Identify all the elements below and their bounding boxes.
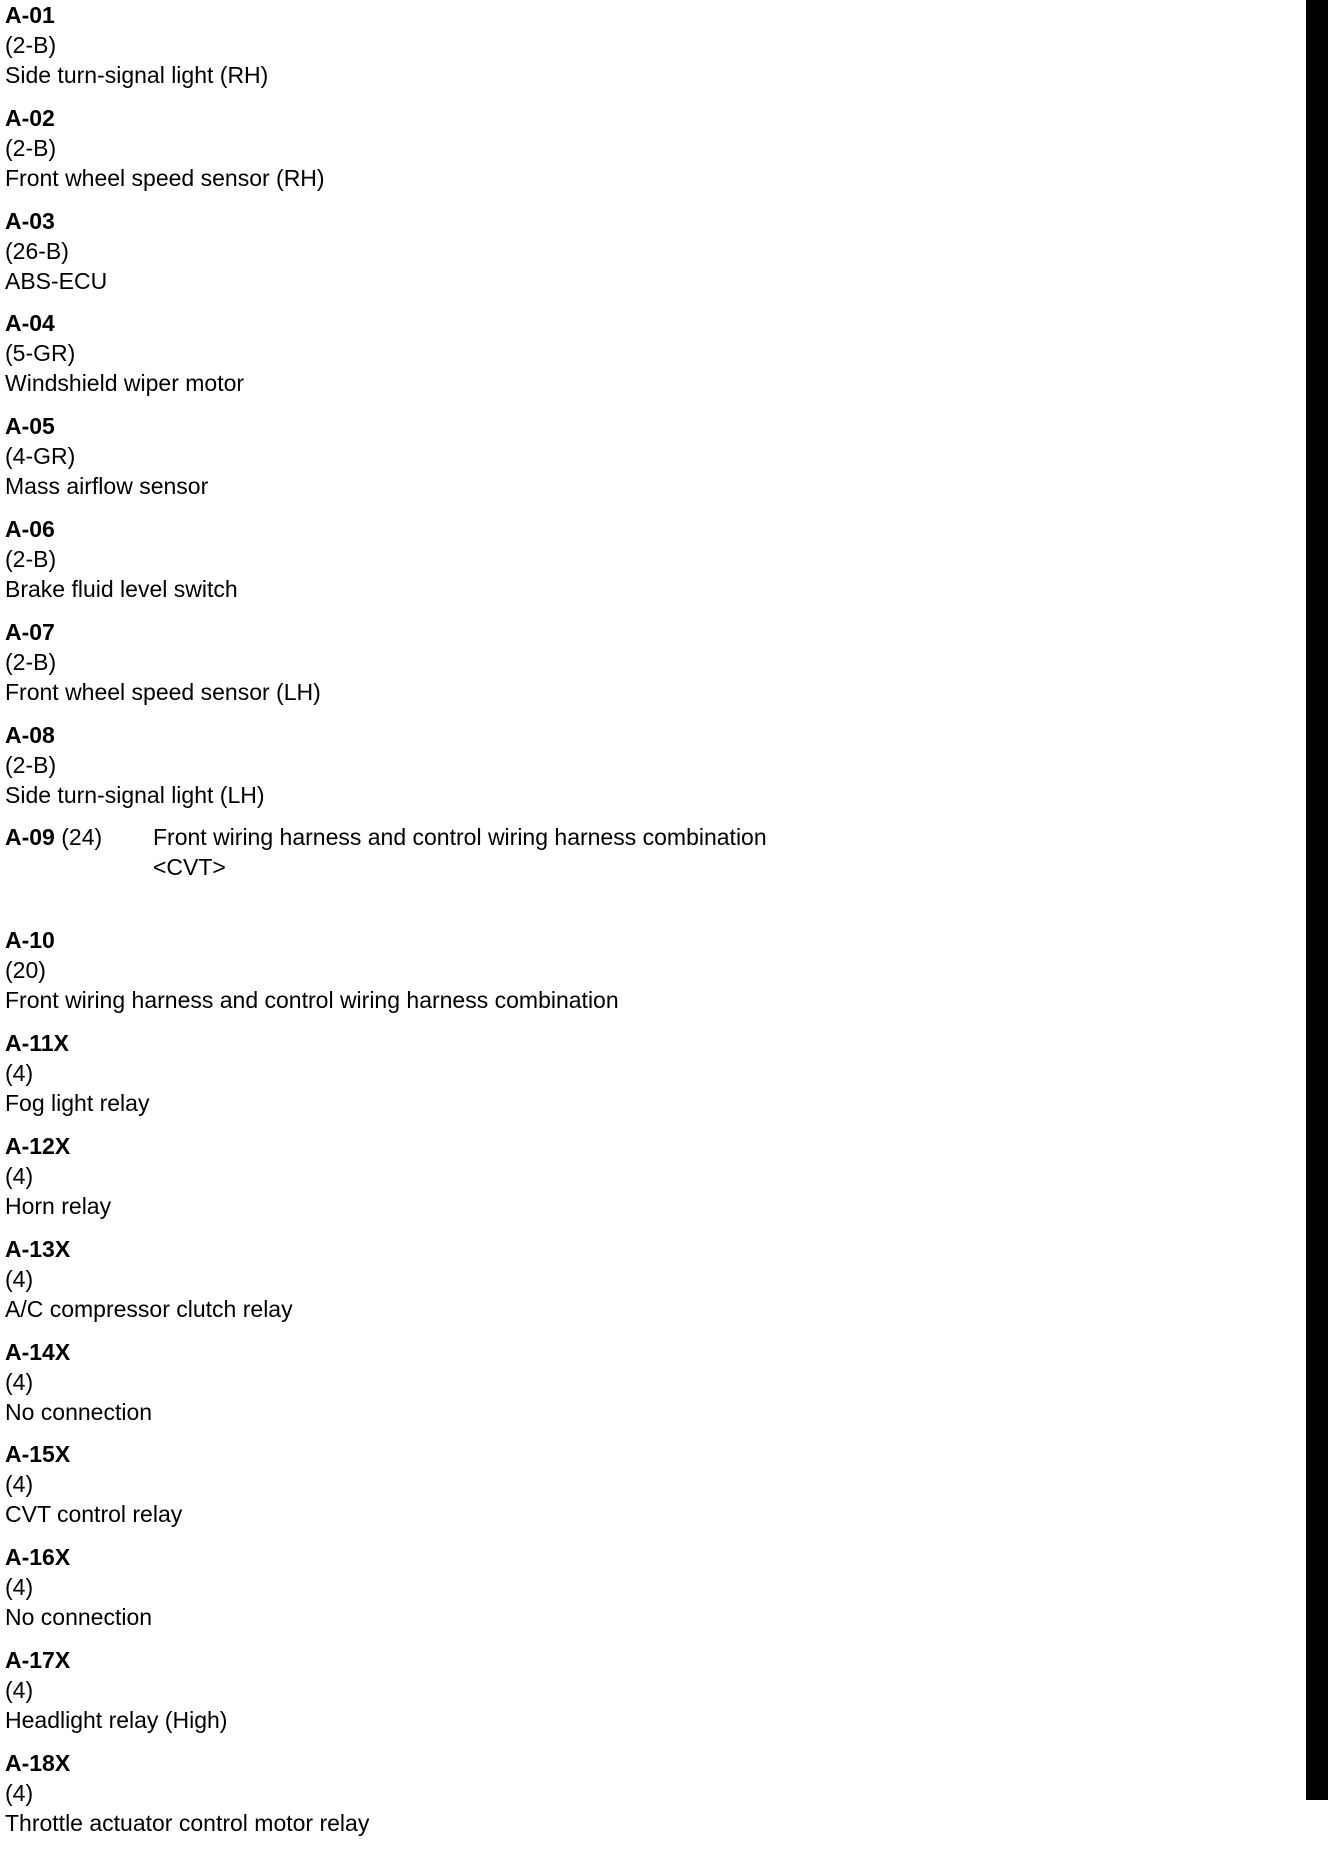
connector-code: A-12X	[5, 1132, 71, 1159]
connector-entry	[5, 1748, 1285, 1851]
connector-entry	[5, 1028, 1285, 1131]
connector-pins: (26-B)	[5, 237, 69, 264]
connector-pins: (4)	[5, 1471, 34, 1498]
connector-description: Windshield wiper motor	[5, 370, 245, 397]
connector-entry	[5, 617, 1285, 720]
connector-description: Front wheel speed sensor (LH)	[5, 678, 321, 705]
connector-description: Front wiring harness and control wiring harness combination	[5, 987, 619, 1014]
connector-entry	[5, 925, 1285, 1028]
connector-description: Brake fluid level switch	[5, 575, 238, 602]
connector-description: CVT control relay	[5, 1501, 183, 1528]
connector-entry	[5, 720, 1285, 823]
connector-entry	[5, 206, 1285, 309]
connector-code-line	[5, 822, 102, 852]
connector-pins: (20)	[5, 957, 46, 984]
connector-list	[5, 0, 1285, 1851]
connector-note: <CVT>	[153, 854, 226, 881]
connector-description: A/C compressor clutch relay	[5, 1295, 293, 1322]
connector-code: A-17X	[5, 1646, 71, 1673]
connector-entry	[5, 103, 1285, 206]
connector-description: Side turn-signal light (RH)	[5, 62, 269, 88]
connector-description: Mass airflow sensor	[5, 473, 209, 500]
connector-code: A-05	[5, 413, 55, 440]
connector-description: Front wheel speed sensor (RH)	[5, 164, 325, 191]
connector-entry	[5, 1645, 1285, 1748]
connector-entry	[5, 1337, 1285, 1440]
connector-pins: (4)	[5, 1060, 34, 1087]
connector-code: A-03	[5, 207, 55, 234]
connector-code: A-18X	[5, 1749, 71, 1776]
connector-entry	[5, 411, 1285, 514]
connector-code: A-15X	[5, 1441, 71, 1468]
connector-pins: (2-B)	[5, 545, 57, 572]
connector-code: A-02	[5, 104, 55, 131]
connector-description: ABS-ECU	[5, 267, 108, 294]
connector-pins: (4)	[5, 1779, 34, 1806]
connector-description: Headlight relay (High)	[5, 1706, 228, 1733]
connector-code: A-06	[5, 515, 55, 542]
connector-entry	[5, 1234, 1285, 1337]
connector-description: Side turn-signal light (LH)	[5, 781, 265, 808]
connector-pins: (4)	[5, 1676, 34, 1703]
connector-pins: (4)	[5, 1574, 34, 1601]
connector-code: A-16X	[5, 1544, 71, 1571]
connector-pins: (2-B)	[5, 648, 57, 675]
connector-code: A-13X	[5, 1235, 71, 1262]
connector-code: A-01	[5, 2, 55, 28]
connector-description: Throttle actuator control motor relay	[5, 1809, 370, 1836]
connector-pins: (4)	[5, 1265, 34, 1292]
connector-entry	[5, 1439, 1285, 1542]
connector-entry	[5, 514, 1285, 617]
connector-code: A-11X	[5, 1030, 69, 1057]
connector-code: A-04	[5, 310, 55, 337]
connector-entry	[5, 1131, 1285, 1234]
connector-pins: (4-GR)	[5, 443, 76, 470]
connector-entry	[5, 1542, 1285, 1645]
connector-pins: (2-B)	[5, 751, 57, 778]
connector-code: A-14X	[5, 1338, 71, 1365]
connector-pins: (4)	[5, 1162, 34, 1189]
connector-code: A-07	[5, 618, 55, 645]
connector-entry	[5, 308, 1285, 411]
connector-entry	[5, 822, 1285, 894]
connector-pins: (4)	[5, 1368, 34, 1395]
connector-code: A-08	[5, 721, 55, 748]
connector-entry	[5, 0, 1285, 103]
connector-description: Fog light relay	[5, 1090, 150, 1117]
connector-description: Front wiring harness and control wiring harness combination	[153, 824, 767, 851]
page-edge-bar	[1306, 0, 1328, 1800]
connector-code: A-10	[5, 927, 55, 954]
connector-pins: (24)	[61, 824, 103, 851]
connector-pins: (5-GR)	[5, 340, 76, 367]
connector-code: A-09	[5, 824, 55, 851]
connector-pins: (2-B)	[5, 134, 57, 161]
connector-pins: (2-B)	[5, 32, 57, 58]
connector-description: No connection	[5, 1398, 153, 1425]
connector-description: Horn relay	[5, 1192, 112, 1219]
connector-description: No connection	[5, 1604, 153, 1631]
